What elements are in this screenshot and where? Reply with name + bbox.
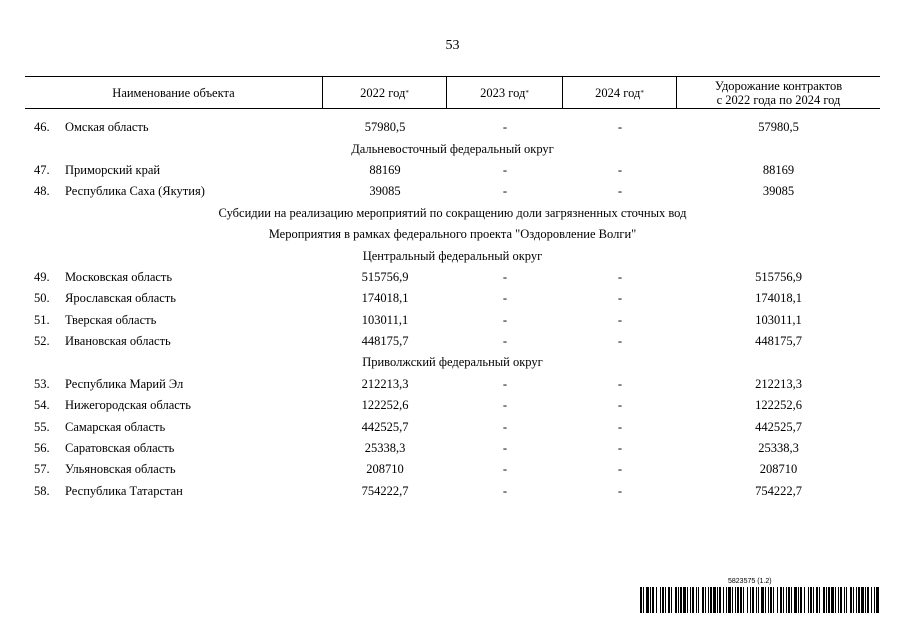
- header-2022-label: 2022 год: [360, 85, 406, 100]
- row-name: Республика Марий Эл: [65, 376, 184, 391]
- barcode-bars: [640, 587, 880, 613]
- row-2022-value: 515756,9: [361, 269, 409, 284]
- row-cost-value: 88169: [762, 162, 795, 177]
- row-2022-value: 208710: [366, 462, 404, 477]
- row-2022-value: 212213,3: [361, 376, 409, 391]
- row-name: Омская область: [65, 120, 149, 135]
- document-barcode: [640, 578, 880, 614]
- header-2024-cell: 2024 год *: [563, 77, 677, 108]
- row-2024-value: -: [617, 376, 623, 391]
- row-2023-value: -: [502, 162, 508, 177]
- header-cost-line2: с 2022 года по 2024 год: [716, 92, 841, 107]
- row-2022-value: 39085: [369, 184, 401, 199]
- row-number: 52.: [34, 334, 50, 349]
- row-cost-value: 442525,7: [755, 419, 802, 434]
- row-2023-value: -: [502, 483, 508, 498]
- table-row: [25, 438, 880, 459]
- row-number: 54.: [34, 398, 50, 413]
- row-2024-value: -: [617, 419, 623, 434]
- table-row: [25, 117, 880, 138]
- table-header: [25, 76, 880, 109]
- table-row: [25, 481, 880, 502]
- row-2022-value: 442525,7: [361, 419, 409, 434]
- row-2022-value: 754222,7: [361, 483, 409, 498]
- barcode-bar: [876, 587, 879, 613]
- row-name: Ульяновская область: [65, 462, 176, 477]
- row-cost-value: 212213,3: [755, 376, 802, 391]
- section-heading: Центральный федеральный округ: [362, 248, 543, 263]
- header-2023-label: 2023 год: [480, 85, 526, 100]
- table-row: [25, 459, 880, 480]
- row-name: Республика Саха (Якутия): [65, 184, 205, 199]
- row-number: 48.: [34, 184, 50, 199]
- row-name: Ярославская область: [65, 291, 176, 306]
- row-2023-value: -: [502, 269, 508, 284]
- row-2024-value: -: [617, 120, 623, 135]
- page-number: 53: [445, 38, 460, 53]
- row-cost-value: 122252,6: [755, 398, 802, 413]
- table-row: [25, 416, 880, 437]
- row-cost-value: 448175,7: [755, 334, 802, 349]
- section-heading: Мероприятия в рамках федерального проекта "Оздоровление Волги": [268, 227, 637, 242]
- header-name-cell: [25, 77, 323, 108]
- row-2024-value: -: [617, 162, 623, 177]
- row-2024-value: -: [617, 269, 623, 284]
- row-2022-value: 122252,6: [361, 398, 409, 413]
- row-name: Нижегородская область: [65, 398, 191, 413]
- row-2024-value: -: [617, 483, 623, 498]
- row-cost-value: 103011,1: [755, 312, 802, 327]
- header-cost-cell: [677, 77, 880, 108]
- row-2023-value: -: [502, 184, 508, 199]
- row-number: 50.: [34, 291, 50, 306]
- section-heading: Приволжский федеральный округ: [362, 355, 543, 370]
- row-2023-value: -: [502, 419, 508, 434]
- row-2023-value: -: [502, 334, 508, 349]
- table-row: [25, 160, 880, 181]
- row-2022-value: 103011,1: [361, 312, 409, 327]
- section-heading: Субсидии на реализацию мероприятий по сокращению доли загрязненных сточных вод: [218, 205, 687, 220]
- row-name: Тверская область: [65, 312, 157, 327]
- row-number: 46.: [34, 120, 50, 135]
- row-number: 47.: [34, 162, 50, 177]
- section-heading: Дальневосточный федеральный округ: [351, 141, 554, 156]
- table-body: [25, 117, 880, 502]
- row-number: 58.: [34, 483, 50, 498]
- row-name: Самарская область: [65, 419, 166, 434]
- row-number: 53.: [34, 376, 50, 391]
- table-row: [25, 267, 880, 288]
- row-2022-value: 25338,3: [364, 441, 406, 456]
- table-row: [25, 395, 880, 416]
- row-2024-value: -: [617, 312, 623, 327]
- row-2023-value: -: [502, 462, 508, 477]
- row-2023-value: -: [502, 376, 508, 391]
- row-cost-value: 754222,7: [755, 483, 802, 498]
- row-name: Московская область: [65, 269, 173, 284]
- row-2023-value: -: [502, 120, 508, 135]
- row-2024-value: -: [617, 398, 623, 413]
- row-2024-value: -: [617, 291, 623, 306]
- row-cost-value: 174018,1: [755, 291, 802, 306]
- header-cost-line1: Удорожание контрактов: [714, 78, 843, 93]
- header-2023-cell: 2023 год *: [447, 77, 563, 108]
- row-cost-value: 57980,5: [758, 120, 799, 135]
- barcode-code: 5823575 (1.2): [728, 578, 772, 585]
- row-2022-value: 448175,7: [361, 334, 409, 349]
- row-cost-value: 25338,3: [758, 441, 799, 456]
- row-name: Республика Татарстан: [65, 483, 183, 498]
- row-2024-value: -: [617, 334, 623, 349]
- row-cost-value: 208710: [759, 462, 798, 477]
- row-2023-value: -: [502, 312, 508, 327]
- row-cost-value: 515756,9: [755, 269, 802, 284]
- row-2023-value: -: [502, 291, 508, 306]
- row-2022-value: 57980,5: [364, 120, 406, 135]
- row-name: Приморский край: [65, 162, 161, 177]
- row-2024-value: -: [617, 184, 623, 199]
- row-2024-value: -: [617, 441, 623, 456]
- row-number: 56.: [34, 441, 50, 456]
- table-row: [25, 374, 880, 395]
- row-2022-value: 88169: [369, 162, 401, 177]
- table-row: [25, 181, 880, 202]
- header-2022-cell: 2022 год *: [323, 77, 447, 108]
- table-row: [25, 310, 880, 331]
- row-cost-value: 39085: [762, 184, 795, 199]
- row-name: Ивановская область: [65, 334, 171, 349]
- row-number: 49.: [34, 269, 50, 284]
- row-2023-value: -: [502, 441, 508, 456]
- table-row: [25, 288, 880, 309]
- row-number: 57.: [34, 462, 50, 477]
- row-number: 55.: [34, 419, 50, 434]
- table-row: [25, 331, 880, 352]
- header-name-label: Наименование объекта: [112, 85, 235, 100]
- row-2022-value: 174018,1: [361, 291, 409, 306]
- row-2023-value: -: [502, 398, 508, 413]
- row-number: 51.: [34, 312, 50, 327]
- row-name: Саратовская область: [65, 441, 175, 456]
- row-2024-value: -: [617, 462, 623, 477]
- header-2024-label: 2024 год: [595, 85, 641, 100]
